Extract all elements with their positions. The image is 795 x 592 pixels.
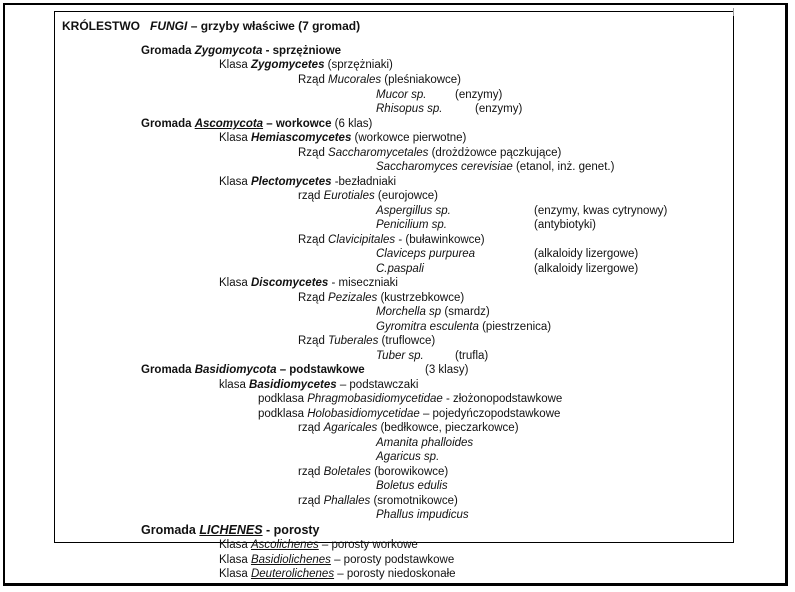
species-tuber-use: (trufla) (455, 350, 489, 362)
rzad-boletales: rząd Boletales (borowikowce) (298, 466, 449, 478)
species-agaricus: Agaricus sp. (376, 451, 440, 463)
gromada-basidiomycota: Gromada Basidiomycota – podstawkowe (141, 364, 365, 376)
species-boletus: Boletus edulis (376, 480, 448, 492)
klasa-plectomycetes: Klasa Plectomycetes -bezładniaki (219, 176, 397, 188)
species-phallus: Phallus impudicus (376, 509, 469, 521)
rzad-pezizales: Rząd Pezizales (kustrzebkowce) (298, 292, 465, 304)
klasa-hemiascomycetes: Klasa Hemiascomycetes (workowce pierwotne) (219, 132, 467, 144)
basidiomycota-count: (3 klasy) (425, 364, 469, 376)
corner-mark (733, 8, 734, 16)
podklasa-phragmo: podklasa Phragmobasidiomycetidae - złożonopodstawkowe (258, 393, 563, 405)
rzad-eurotiales: rząd Eurotiales (eurojowce) (298, 190, 438, 202)
species-aspergillus-use: (enzymy, kwas cytrynowy) (534, 205, 668, 217)
species-claviceps-use: (alkaloidy lizergowe) (534, 248, 639, 260)
species-saccharomyces: Saccharomyces cerevisiae (etanol, inż. genet.) (376, 161, 615, 173)
species-mucor-use: (enzymy) (455, 89, 503, 101)
klasa-zygomycetes: Klasa Zygomycetes (sprzężniaki) (219, 59, 393, 71)
gromada-ascomycota: Gromada Ascomycota – workowce (6 klas) (141, 118, 373, 130)
klasa-ascolichenes: Klasa Ascolichenes – porosty workowe (219, 539, 418, 551)
species-mucor: Mucor sp. (376, 89, 427, 101)
species-penicilium-use: (antybiotyki) (534, 219, 596, 231)
klasa-deuterolichenes: Klasa Deuterolichenes – porosty niedoskonałe (219, 568, 456, 580)
kingdom-name: FUNGI (150, 19, 188, 33)
gromada-lichenes: Gromada LICHENES - porosty (141, 523, 320, 537)
podklasa-holo: podklasa Holobasidiomycetidae – pojedyńczopodstawkowe (258, 408, 561, 420)
species-penicilium: Penicilium sp. (376, 219, 447, 231)
species-gyromitra: Gyromitra esculenta (piestrzenica) (376, 321, 552, 333)
species-claviceps: Claviceps purpurea (376, 248, 476, 260)
klasa-discomycetes: Klasa Discomycetes - miseczniaki (219, 277, 398, 289)
kingdom-title (62, 19, 360, 33)
klasa-basidiolichenes: Klasa Basidiolichenes – porosty podstawkowe (219, 554, 455, 566)
species-cpaspali: C.paspali (376, 263, 424, 275)
gromada-zygomycota: Gromada Zygomycota - sprzężniowe (141, 45, 342, 57)
rzad-agaricales: rząd Agaricales (bedłkowce, pieczarkowce) (298, 422, 519, 434)
rzad-tuberales: Rząd Tuberales (truflowce) (298, 335, 436, 347)
species-rhisopus-use: (enzymy) (475, 103, 523, 115)
kingdom-desc: – grzyby właściwe (7 gromad) (187, 19, 361, 33)
species-aspergillus: Aspergillus sp. (376, 205, 451, 217)
species-morchella: Morchella sp (smardz) (376, 306, 490, 318)
klasa-basidiomycetes: klasa Basidiomycetes – podstawczaki (219, 379, 419, 391)
rzad-saccharomycetales: Rząd Saccharomycetales (drożdżowce pączkujące) (298, 147, 562, 159)
species-tuber: Tuber sp. (376, 350, 424, 362)
species-rhisopus: Rhisopus sp. (376, 103, 443, 115)
kingdom-label: KRÓLESTWO (62, 19, 140, 33)
rzad-clavicipitales: Rząd Clavicipitales - (buławinkowce) (298, 234, 485, 246)
species-cpaspali-use: (alkaloidy lizergowe) (534, 263, 639, 275)
rzad-mucorales: Rząd Mucorales (pleśniakowce) (298, 74, 462, 86)
species-amanita: Amanita phalloides (376, 437, 474, 449)
rzad-phallales: rząd Phallales (sromotnikowce) (298, 495, 458, 507)
